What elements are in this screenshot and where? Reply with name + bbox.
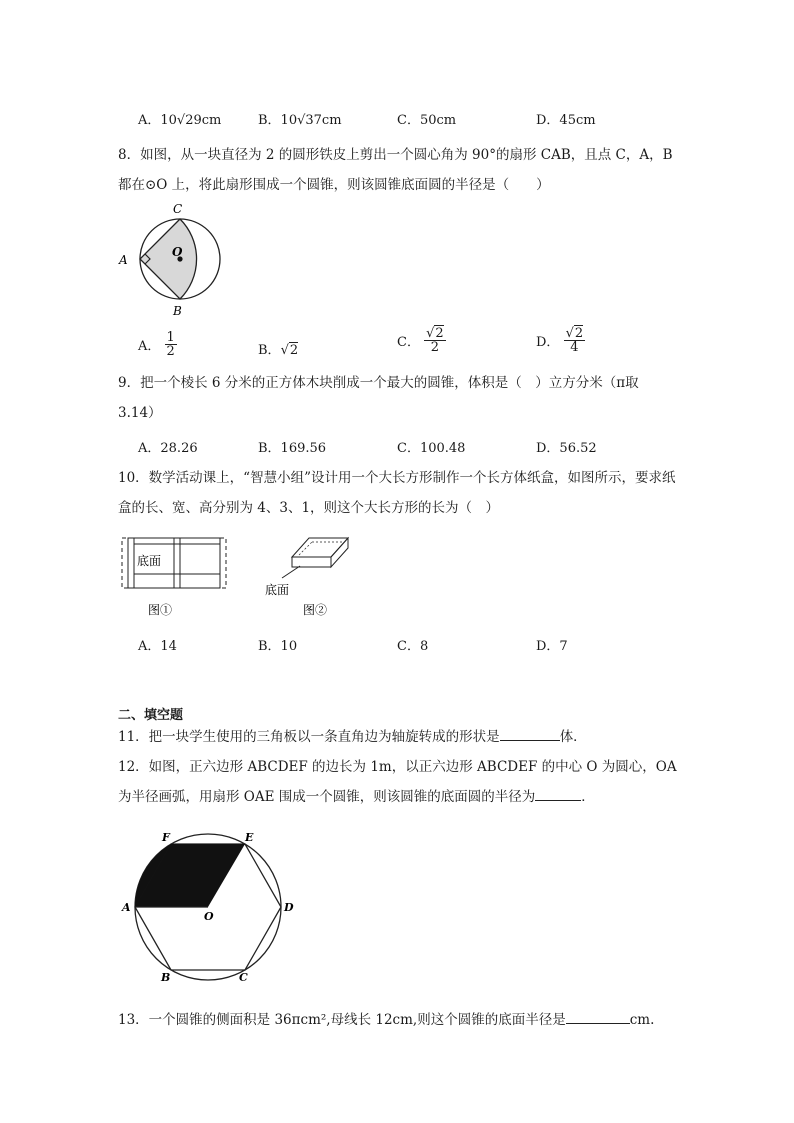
q10-fig2-pointer-line [282,566,300,578]
q8-option-d-radicand: 2 [574,326,584,341]
q12-answer-blank[interactable] [535,786,581,801]
q10-figure-2 [262,530,362,620]
q8-figure [115,200,230,320]
q7-option-d-text: D．45cm [536,113,596,128]
q12-label-o: O [204,910,214,923]
q12-label-d: D [284,901,294,914]
q8-option-c-numerator: √2 [426,326,444,341]
q8-option-d [536,327,585,354]
q8-option-d-prefix: D． [536,335,560,350]
q7-option-a [138,109,221,128]
q10-figure-1 [118,530,230,620]
q13 [118,1005,678,1035]
q8-option-c-prefix: C． [397,335,420,350]
q10-text: 10．数学活动课上，“智慧小组”设计用一个大长方形制作一个长方体纸盒，如图所示，要求纸盒的长、宽、高分别为 4、3、1，则这个大长方形的长为（ ） [118,470,676,516]
q8-option-b-radical: √ [280,343,289,358]
q9-option-b-text: B．169.56 [258,441,327,456]
q8-option-a [138,331,177,358]
q10-fig1-caption: 图① [148,603,173,617]
q8-option-d-fraction [564,327,586,354]
q7-option-b-text: B．10√37cm [258,113,342,128]
q8-option-a-denominator: 2 [166,344,175,359]
q12-text: 12．如图，正六边形 ABCDEF 的边长为 1m，以正六边形 ABCDEF 的中心 O 为圆心，OA 为半径画弧，用扇形 OAE 围成一个圆锥，则该圆锥的底面圆的半径为 [118,759,677,805]
q9-option-a [138,437,198,456]
q11-answer-blank[interactable] [500,726,560,741]
q10-fig2-caption: 图② [303,603,328,617]
q7-option-a-text: A．10√29cm [138,113,222,128]
q10-option-a [138,635,177,654]
q10-option-c [397,635,428,654]
q7-option-d [536,109,596,128]
q8-option-b-radicand: 2 [289,343,299,358]
q8-sector [140,219,197,299]
q8-option-d-numerator: √2 [565,326,584,341]
q7-option-c-text: C．50cm [397,113,457,128]
q9-option-c [397,437,465,456]
q9-option-c-text: C．100.48 [397,441,466,456]
q13-suffix: cm. [629,1012,655,1028]
q10-fig2-label: 底面 [265,583,290,597]
q10-option-b-text: B．10 [258,639,298,654]
q8-label-a: A [119,253,128,267]
q9-option-d-text: D．56.52 [536,441,597,456]
q8-option-c-denominator: 2 [430,340,440,355]
q12-label-e: E [245,831,254,844]
q12-figure [118,822,298,987]
q13-answer-blank[interactable] [566,1009,630,1024]
q8-option-c [397,327,446,354]
q9-option-d [536,437,597,456]
q12-suffix: ． [581,789,595,805]
q8-text: 8．如图，从一块直径为 2 的圆形铁皮上剪出一个圆心角为 90°的扇形 CAB，且点 C，A，B 都在⊙O 上，将此扇形围成一个圆锥，则该圆锥底面圆的半径是（ ） [118,147,673,193]
q12-label-a: A [122,901,131,914]
q8-label-c: C [173,202,183,216]
q8-label-b: B [173,304,182,318]
q8-option-a-fraction [165,331,177,358]
q10-option-d-text: D．7 [536,639,568,654]
q8-option-a-numerator: 1 [166,330,175,345]
q8-option-b [258,339,298,358]
q12-label-f: F [162,831,170,844]
q8-label-o: O [172,245,183,259]
q12-label-b: B [161,971,171,984]
q11-text: 11．把一块学生使用的三角板以一条直角边为轴旋转成的形状是 [118,729,500,745]
section-title-fill-in: 二、填空题 [118,708,184,723]
q11-suffix: 体． [559,729,587,745]
q8-option-d-denominator: 4 [570,340,579,355]
q10-option-d [536,635,568,654]
q12-label-c: C [239,971,248,984]
q10-option-b [258,635,297,654]
q8-option-b-prefix: B． [258,343,281,358]
q10-option-a-text: A．14 [138,639,177,654]
q10-fig2-front-face [292,557,331,567]
q8-option-c-radicand: 2 [435,326,444,341]
q8-option-a-prefix: A． [138,339,161,354]
q11 [118,722,678,752]
q12 [118,752,678,812]
q9-option-b [258,437,326,456]
q7-option-c [397,109,456,128]
q7-option-b [258,109,342,128]
q9-option-a-text: A．28.26 [138,441,198,456]
q10-option-c-text: C．8 [397,639,429,654]
q9-text: 9．把一个棱长 6 分米的正方体木块削成一个最大的圆锥，体积是（ ）立方分米（π取 3.14） [118,375,639,421]
q13-text: 13．一个圆锥的侧面积是 36πcm²,母线长 12cm,则这个圆锥的底面半径是 [118,1012,566,1028]
q10-fig1-label: 底面 [137,554,162,568]
q8-option-c-fraction [424,327,446,354]
q10-fig2-inner-line-1 [299,542,312,555]
